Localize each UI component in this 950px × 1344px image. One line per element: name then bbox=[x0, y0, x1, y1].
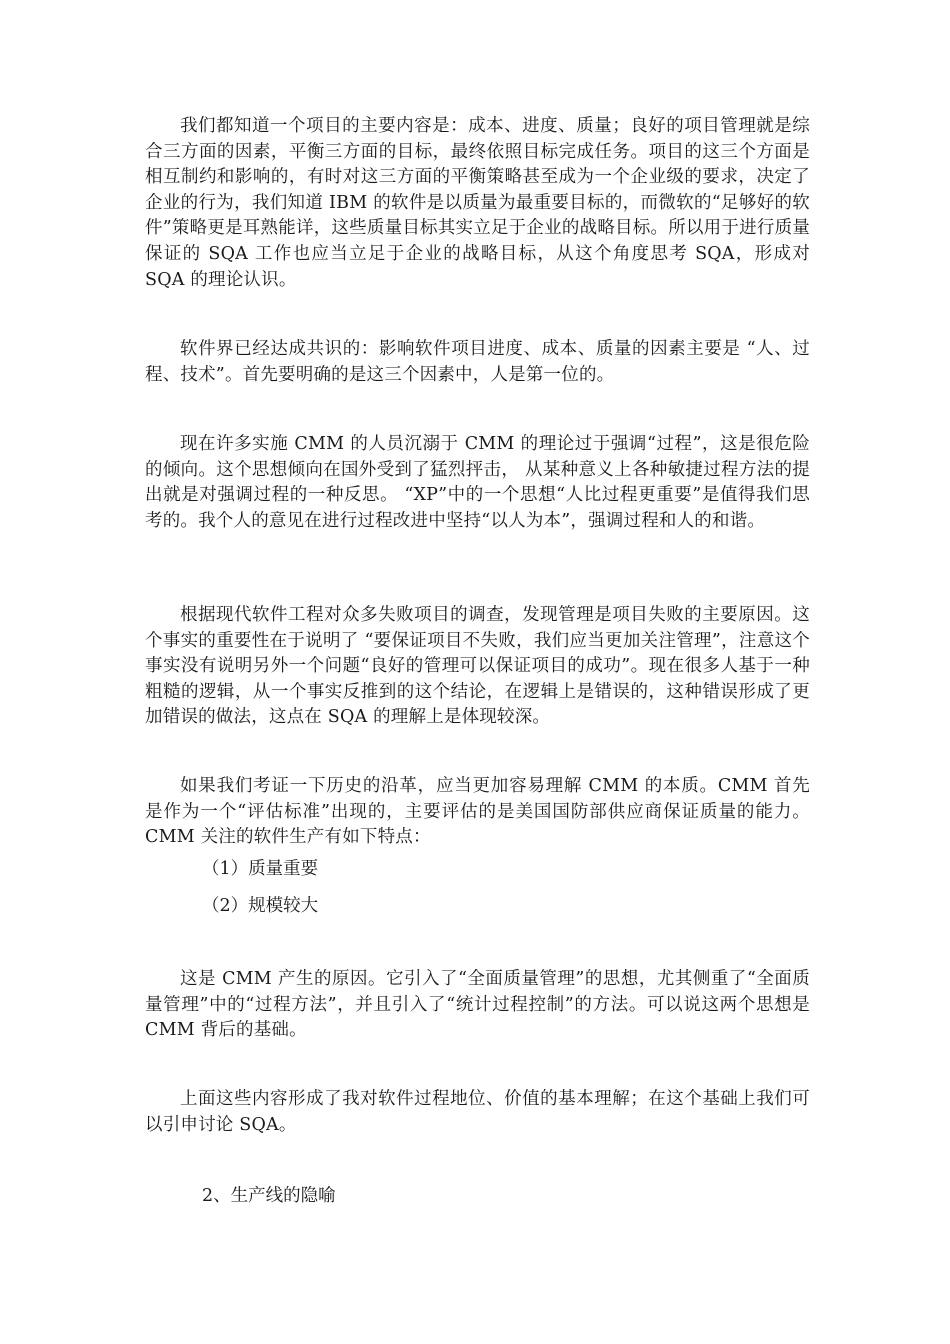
paragraph-cmm-history: 如果我们考证一下历史的沿革，应当更加容易理解 CMM 的本质。CMM 首先是作为一个“评估标准”出现的，主要评估的是美国国防部供应商保证质量的能力。CMM 关注的软件生产有如下特点： bbox=[145, 776, 810, 848]
paragraph-people-process-technology: 软件界已经达成共识的：影响软件项目进度、成本、质量的因素主要是 “人、过程、技术”。首先要明确的是这三个因素中，人是第一位的。 bbox=[145, 339, 810, 385]
list-item-quality-important: （1）质量重要 bbox=[202, 859, 319, 879]
list-item-large-scale: （2）规模较大 bbox=[202, 896, 319, 916]
paragraph-project-triangle: 我们都知道一个项目的主要内容是：成本、进度、质量；良好的项目管理就是综合三方面的因素，平衡三方面的目标，最终依照目标完成任务。项目的这三个方面是相互制约和影响的，有时对这三方面的平衡策略甚至成为一个企业级的要求，决定了企业的行为，我们知道 IBM 的软件是以质量为最重要目标的，而微软的“足够好的软件”策略更是耳熟能详，这些质量目标其实立足于企业的战略目标。所以用于进行质量保证的 SQA 工作也应当立足于企业的战略目标，从这个角度思考 SQA，形成对 SQA 的理论认识。 bbox=[145, 116, 810, 290]
paragraph-sqa-intro: 上面这些内容形成了我对软件过程地位、价值的基本理解；在这个基础上我们可以引申讨论 SQA。 bbox=[145, 1089, 810, 1135]
section-heading: 2、生产线的隐喻 bbox=[202, 1186, 336, 1206]
paragraph-cmm-origin: 这是 CMM 产生的原因。它引入了“全面质量管理”的思想，尤其侧重了“全面质量管理”中的“过程方法”，并且引入了“统计过程控制”的方法。可以说这两个思想是 CMM 背后的基础。 bbox=[145, 969, 810, 1041]
paragraph-cmm-process-overemphasis: 现在许多实施 CMM 的人员沉溺于 CMM 的理论过于强调“过程”，这是很危险的倾向。这个思想倾向在国外受到了猛烈抨击， 从某种意义上各种敏捷过程方法的提出就是对强调过程的一种反思。 “XP”中的一个思想“人比过程更重要”是值得我们思考的。我个人的意见在进行过程改进中坚持“以人为本”，强调过程和人的和谐。 bbox=[145, 434, 810, 531]
paragraph-management-failure: 根据现代软件工程对众多失败项目的调查，发现管理是项目失败的主要原因。这个事实的重要性在于说明了 “要保证项目不失败，我们应当更加关注管理”，注意这个事实没有说明另外一个问题“良好的管理可以保证项目的成功”。现在很多人基于一种粗糙的逻辑，从一个事实反推到的这个结论，在逻辑上是错误的，这种错误形成了更加错误的做法，这点在 SQA 的理解上是体现较深。 bbox=[145, 605, 810, 728]
